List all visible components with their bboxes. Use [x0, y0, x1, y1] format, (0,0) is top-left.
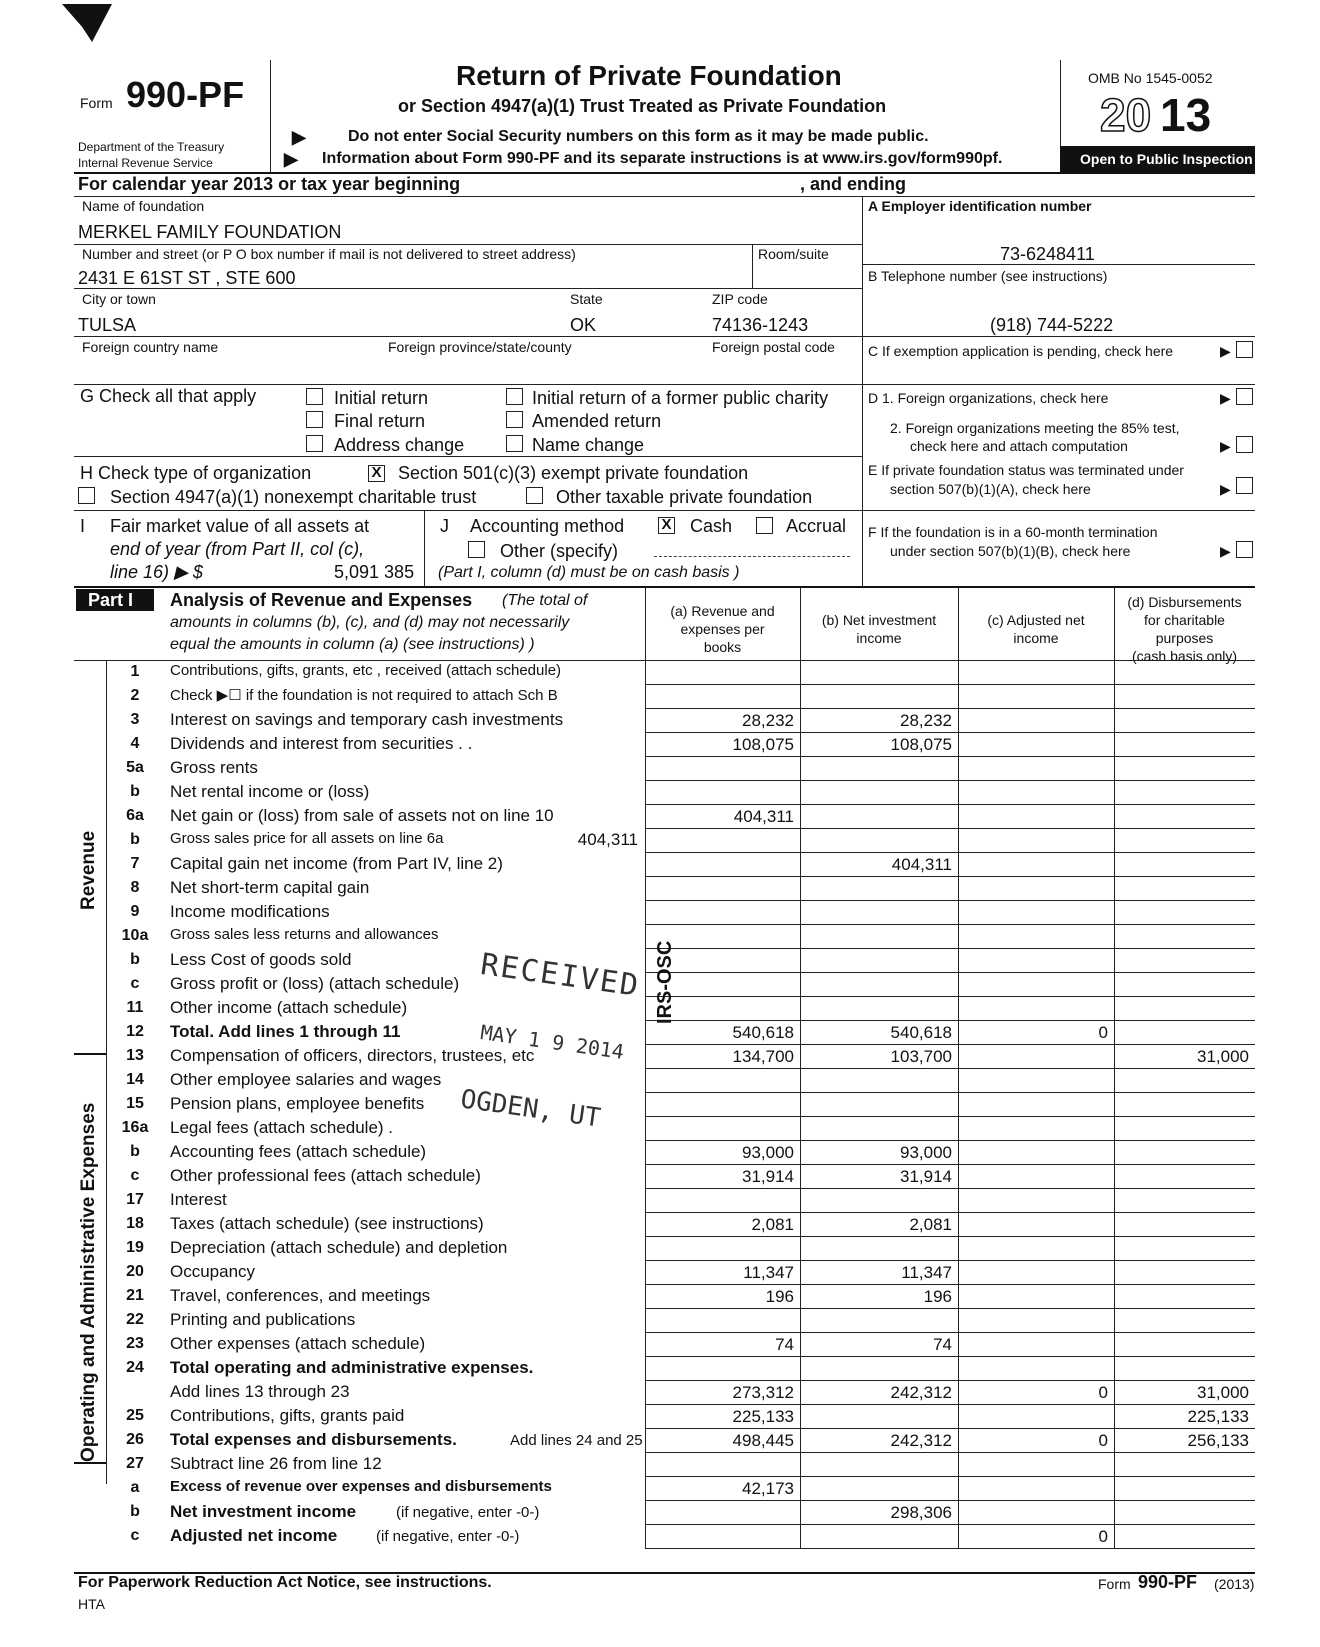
- line-description: Total. Add lines 1 through 11: [170, 1022, 401, 1041]
- line-description: Contributions, gifts, grants paid: [170, 1406, 405, 1425]
- line-description: Depreciation (attach schedule) and depletion: [170, 1238, 508, 1257]
- street-address[interactable]: 2431 E 61ST ST , STE 600: [78, 268, 296, 288]
- foreign-postal-label: Foreign postal code: [712, 339, 835, 355]
- zip-label: ZIP code: [712, 291, 768, 307]
- inline-amount[interactable]: 404,311: [577, 830, 638, 849]
- f-label-2: under section 507(b)(1)(B), check here: [890, 543, 1131, 559]
- initial-return-label: Initial return: [334, 388, 429, 408]
- form-ref-pre: Form: [1098, 1576, 1131, 1592]
- received-stamp: RECEIVED: [478, 947, 643, 1004]
- amount-col-a[interactable]: 11,347: [743, 1263, 794, 1282]
- amount-col-b[interactable]: 2,081: [909, 1215, 952, 1234]
- line-description-note: (if negative, enter -0-): [376, 1528, 520, 1545]
- line-description: Excess of revenue over expenses and disbursements: [170, 1478, 552, 1495]
- line-description: Gross rents: [170, 758, 258, 777]
- hta: HTA: [78, 1596, 105, 1612]
- line-description: Accounting fees (attach schedule): [170, 1142, 427, 1161]
- amount-col-d[interactable]: 256,133: [1187, 1431, 1249, 1450]
- column-header-a-line: expenses per: [680, 621, 765, 637]
- arrow-icon: ▶: [1220, 543, 1231, 559]
- form-subtitle: or Section 4947(a)(1) Trust Treated as Private Foundation: [398, 96, 887, 116]
- amount-col-a[interactable]: 42,173: [742, 1479, 794, 1498]
- i-line-2: end of year (from Part II, col (c),: [110, 539, 365, 559]
- column-header-d-line: (cash basis only): [1131, 648, 1238, 664]
- c-label: C If exemption application is pending, check here: [868, 343, 1174, 359]
- line-number: 23: [126, 1335, 144, 1352]
- part-title-note-2: amounts in columns (b), (c), and (d) may not necessarily: [170, 614, 570, 631]
- h-501c3-checkbox[interactable]: X: [368, 465, 385, 482]
- amount-col-a[interactable]: 404,311: [733, 807, 794, 826]
- line-number: b: [130, 951, 140, 968]
- arrow-icon: ▶: [1220, 390, 1231, 406]
- line-number: 18: [126, 1215, 144, 1232]
- part-title-note-3: equal the amounts in column (a) (see instructions) ): [170, 636, 535, 653]
- amount-col-a[interactable]: 31,914: [742, 1167, 794, 1186]
- year-outline: 20: [1100, 89, 1152, 141]
- amount-col-b[interactable]: 108,075: [890, 735, 952, 754]
- line-description-note: (if negative, enter -0-): [396, 1504, 540, 1521]
- i-line-3: line 16) ▶ $: [110, 562, 203, 582]
- year-bold: 13: [1160, 89, 1212, 141]
- line-description: Dividends and interest from securities . .: [170, 734, 473, 753]
- e-checkbox[interactable]: [1236, 477, 1253, 494]
- state-label: State: [570, 291, 603, 307]
- line-number: 11: [126, 999, 144, 1016]
- line-description: Gross sales price for all assets on line 6a: [170, 830, 444, 847]
- column-header-c-line: income: [1013, 630, 1059, 646]
- name-label: Name of foundation: [82, 198, 205, 214]
- line-number: 15: [126, 1095, 144, 1112]
- amount-col-b[interactable]: 11,347: [901, 1263, 952, 1282]
- line-description: Interest on savings and temporary cash investments: [170, 710, 564, 729]
- c-checkbox[interactable]: [1236, 341, 1253, 358]
- j-label: Accounting method: [470, 516, 625, 536]
- state[interactable]: OK: [570, 315, 597, 335]
- j-note: (Part I, column (d) must be on cash basis ): [438, 564, 740, 581]
- d1-checkbox[interactable]: [1236, 388, 1253, 405]
- line-description: Other professional fees (attach schedule): [170, 1166, 481, 1185]
- initial-former-label: Initial return of a former public charity: [532, 388, 829, 408]
- line-description: Printing and publications: [170, 1310, 356, 1329]
- form-word: Form: [80, 95, 113, 111]
- column-header-d-line: (d) Disbursements: [1127, 594, 1242, 610]
- i-line-1: Fair market value of all assets at: [110, 516, 370, 536]
- line-number: 21: [126, 1287, 144, 1304]
- line-description: Pension plans, employee benefits: [170, 1094, 425, 1113]
- amount-col-a[interactable]: 2,081: [751, 1215, 794, 1234]
- line-number: 3: [130, 711, 140, 728]
- room-label: Room/suite: [758, 246, 829, 262]
- amount-col-b[interactable]: 242,312: [890, 1431, 952, 1450]
- part-badge: Part I: [88, 590, 134, 610]
- line-description: Net investment income: [170, 1502, 357, 1521]
- column-header-b-line: (b) Net investment: [821, 612, 937, 628]
- dept-line-2: Internal Revenue Service: [78, 156, 213, 170]
- line-number: b: [130, 1143, 140, 1160]
- amended-return-checkbox[interactable]: [506, 411, 523, 428]
- form-number: 990-PF: [126, 74, 245, 115]
- amount-col-c[interactable]: 0: [1098, 1023, 1108, 1042]
- line-description: Other expenses (attach schedule): [170, 1334, 426, 1353]
- address-change-label: Address change: [334, 435, 465, 455]
- line-number: 13: [126, 1047, 144, 1064]
- arrow-icon: ▶: [292, 127, 306, 147]
- initial-former-checkbox[interactable]: [506, 388, 523, 405]
- stamp-date: MAY 1 9 2014: [479, 1020, 626, 1064]
- form-ref-year: (2013): [1214, 1576, 1255, 1592]
- d2-checkbox[interactable]: [1236, 436, 1253, 453]
- line-description: Add lines 13 through 23: [170, 1382, 350, 1401]
- amount-col-a[interactable]: 74: [775, 1335, 794, 1354]
- line-description: Other income (attach schedule): [170, 998, 408, 1017]
- line-description: Occupancy: [170, 1262, 256, 1281]
- line-number: 1: [130, 663, 140, 680]
- line-number: c: [130, 1167, 140, 1184]
- line-number: 9: [130, 903, 140, 920]
- calendar-year-line: For calendar year 2013 or tax year beginning: [78, 174, 461, 194]
- info-notice: Information about Form 990-PF and its separate instructions is at www.irs.gov/form990pf.: [322, 150, 1003, 167]
- line-number: 12: [126, 1023, 144, 1040]
- line-description: Gross profit or (loss) (attach schedule): [170, 974, 460, 993]
- accrual-label: Accrual: [786, 516, 847, 536]
- amount-col-a[interactable]: 108,075: [732, 735, 794, 754]
- h-label: H Check type of organization: [80, 463, 312, 483]
- line-number: 24: [126, 1359, 144, 1376]
- address-change-checkbox[interactable]: [306, 435, 323, 452]
- amount-col-d[interactable]: 31,000: [1197, 1047, 1249, 1066]
- foreign-country-label: Foreign country name: [82, 339, 219, 355]
- amount-col-a[interactable]: 28,232: [742, 711, 794, 730]
- line-description: Gross sales less returns and allowances: [170, 926, 439, 943]
- line-description: Check ▶☐ if the foundation is not required to attach Sch B: [170, 687, 558, 704]
- i-letter: I: [80, 516, 86, 536]
- line-number: 2: [130, 687, 140, 704]
- line-description: Interest: [170, 1190, 227, 1209]
- other-method-label: Other (specify): [500, 541, 619, 561]
- line-number: 27: [126, 1455, 144, 1472]
- column-header-a-line: books: [703, 639, 742, 655]
- e-label-1: E If private foundation status was terminated under: [868, 462, 1184, 478]
- amount-col-c[interactable]: 0: [1098, 1431, 1108, 1450]
- foreign-province-label: Foreign province/state/county: [388, 339, 572, 355]
- line-number: 4: [130, 735, 140, 752]
- amount-col-a[interactable]: 93,000: [742, 1143, 794, 1162]
- amount-col-a[interactable]: 134,700: [732, 1047, 794, 1066]
- cash-label: Cash: [690, 516, 733, 536]
- amount-col-b[interactable]: 93,000: [900, 1143, 952, 1162]
- amount-col-d[interactable]: 225,133: [1187, 1407, 1249, 1426]
- amount-col-a[interactable]: 196: [765, 1287, 794, 1306]
- stamp-irs-osc: IRS-OSC: [654, 940, 676, 1024]
- name-change-checkbox[interactable]: [506, 435, 523, 452]
- amount-col-a[interactable]: 498,445: [732, 1431, 794, 1450]
- line-number: c: [130, 1527, 140, 1544]
- line-description: Net gain or (loss) from sale of assets not on line 10: [170, 806, 554, 825]
- part-title: Analysis of Revenue and Expenses: [170, 590, 473, 610]
- f-checkbox[interactable]: [1236, 541, 1253, 558]
- final-return-checkbox[interactable]: [306, 411, 323, 428]
- final-return-label: Final return: [334, 411, 426, 431]
- line-number: 25: [126, 1407, 144, 1424]
- phone-value[interactable]: (918) 744-5222: [990, 315, 1114, 335]
- line-number: 5a: [126, 759, 144, 776]
- d2-label-2: check here and attach computation: [910, 438, 1128, 454]
- amount-col-d[interactable]: 31,000: [1197, 1383, 1249, 1402]
- line-number: 6a: [126, 807, 144, 824]
- fmv-value[interactable]: 5,091 385: [334, 562, 415, 582]
- zip-code[interactable]: 74136-1243: [712, 315, 809, 335]
- line-description-note: Add lines 24 and 25: [510, 1432, 643, 1449]
- stamp-ogden: OGDEN, UT: [458, 1084, 603, 1134]
- ein-label: A Employer identification number: [868, 198, 1092, 214]
- line-number: b: [130, 831, 140, 848]
- amount-col-b[interactable]: 28,232: [900, 711, 952, 730]
- open-inspection-text: Open to Public Inspection: [1080, 151, 1253, 167]
- g-label: G Check all that apply: [80, 386, 257, 406]
- foundation-name[interactable]: MERKEL FAMILY FOUNDATION: [78, 222, 342, 242]
- line-number: 22: [126, 1311, 144, 1328]
- d2-label-1: 2. Foreign organizations meeting the 85% test,: [890, 420, 1180, 436]
- street-label: Number and street (or P O box number if mail is not delivered to street address): [82, 246, 576, 262]
- line-description: Taxes (attach schedule) (see instructions): [170, 1214, 484, 1233]
- f-label-1: F If the foundation is in a 60-month termination: [868, 524, 1158, 540]
- side-label-revenue: Revenue: [78, 830, 99, 910]
- column-header-d-line: purposes: [1155, 630, 1214, 646]
- line-description: Total expenses and disbursements.: [170, 1430, 457, 1449]
- omb-number: OMB No 1545-0052: [1088, 70, 1213, 86]
- amount-col-b[interactable]: 31,914: [900, 1167, 952, 1186]
- line-number: b: [130, 783, 140, 800]
- amended-return-label: Amended return: [532, 411, 662, 431]
- part-title-note-1: (The total of: [502, 592, 588, 609]
- e-label-2: section 507(b)(1)(A), check here: [890, 481, 1091, 497]
- line-number: 10a: [121, 927, 149, 944]
- line-description: Other employee salaries and wages: [170, 1070, 442, 1089]
- line-description: Net rental income or (loss): [170, 782, 370, 801]
- h-4947-label: Section 4947(a)(1) nonexempt charitable trust: [110, 487, 477, 507]
- column-header-c-line: (c) Adjusted net: [987, 612, 1085, 628]
- line-description: Capital gain net income (from Part IV, line 2): [170, 854, 503, 873]
- arrow-icon: ▶: [1220, 481, 1231, 497]
- h-501c3-label: Section 501(c)(3) exempt private foundation: [398, 463, 749, 483]
- amount-col-b[interactable]: 196: [923, 1287, 952, 1306]
- line-description: Total operating and administrative expenses.: [170, 1358, 534, 1377]
- amount-col-b[interactable]: 242,312: [890, 1383, 952, 1402]
- line-number: 19: [126, 1239, 144, 1256]
- dept-line-1: Department of the Treasury: [78, 140, 225, 154]
- arrow-icon: ▶: [1220, 343, 1231, 359]
- h-4947-checkbox[interactable]: [78, 487, 95, 504]
- line-description: Adjusted net income: [170, 1526, 338, 1545]
- and-ending: , and ending: [800, 174, 906, 194]
- d1-label: D 1. Foreign organizations, check here: [868, 390, 1109, 406]
- initial-return-checkbox[interactable]: [306, 388, 323, 405]
- cash-checkbox[interactable]: X: [658, 517, 675, 534]
- form-ref-number: 990-PF: [1138, 1572, 1198, 1592]
- line-number: 7: [130, 855, 140, 872]
- phone-label: B Telephone number (see instructions): [868, 268, 1108, 284]
- line-description: Compensation of officers, directors, trustees, etc: [170, 1046, 535, 1065]
- line-description: Legal fees (attach schedule) .: [170, 1118, 394, 1137]
- line-description: Subtract line 26 from line 12: [170, 1454, 382, 1473]
- line-description: Net short-term capital gain: [170, 878, 370, 897]
- h-other-label: Other taxable private foundation: [556, 487, 813, 507]
- amount-col-c[interactable]: 0: [1098, 1383, 1108, 1402]
- h-other-checkbox[interactable]: [526, 487, 543, 504]
- accrual-checkbox[interactable]: [756, 517, 773, 534]
- form-title: Return of Private Foundation: [456, 60, 842, 91]
- amount-col-a[interactable]: 273,312: [732, 1383, 794, 1402]
- amount-col-b[interactable]: 404,311: [891, 855, 952, 874]
- line-number: 16a: [121, 1119, 149, 1136]
- column-header-d-line: for charitable: [1144, 612, 1225, 628]
- arrow-icon: ▶: [1220, 438, 1231, 454]
- amount-col-c[interactable]: 0: [1098, 1527, 1108, 1546]
- line-description: Contributions, gifts, grants, etc , received (attach schedule): [170, 662, 562, 679]
- other-method-line[interactable]: [654, 556, 850, 557]
- line-number: 17: [126, 1191, 144, 1208]
- amount-col-b[interactable]: 298,306: [890, 1503, 952, 1522]
- line-number: 20: [126, 1263, 144, 1280]
- ssn-notice: Do not enter Social Security numbers on this form as it may be made public.: [348, 128, 929, 145]
- line-number: c: [130, 975, 140, 992]
- j-letter: J: [440, 516, 449, 536]
- line-description: Income modifications: [170, 902, 330, 921]
- line-description: Travel, conferences, and meetings: [170, 1286, 431, 1305]
- line-number: 26: [126, 1431, 144, 1448]
- city[interactable]: TULSA: [78, 315, 137, 335]
- line-number: a: [130, 1479, 140, 1496]
- column-header-a-line: (a) Revenue and: [670, 603, 775, 619]
- line-number: 14: [126, 1071, 144, 1088]
- line-description: Less Cost of goods sold: [170, 950, 352, 969]
- amount-col-b[interactable]: 103,700: [890, 1047, 952, 1066]
- amount-col-b[interactable]: 74: [933, 1335, 952, 1354]
- other-method-checkbox[interactable]: [468, 541, 485, 558]
- ein-value[interactable]: 73-6248411: [1000, 244, 1095, 264]
- amount-col-a[interactable]: 225,133: [732, 1407, 794, 1426]
- name-change-label: Name change: [532, 435, 645, 455]
- amount-col-b[interactable]: 540,618: [890, 1023, 952, 1042]
- amount-col-a[interactable]: 540,618: [732, 1023, 794, 1042]
- paperwork-notice: For Paperwork Reduction Act Notice, see instructions.: [78, 1574, 492, 1591]
- corner-mark: [62, 4, 112, 42]
- arrow-icon: ▶: [284, 149, 298, 169]
- column-header-b-line: income: [856, 630, 902, 646]
- city-label: City or town: [82, 291, 156, 307]
- side-label-expenses: Operating and Administrative Expenses: [78, 1102, 99, 1462]
- line-number: b: [130, 1503, 140, 1520]
- line-number: 8: [130, 879, 140, 896]
